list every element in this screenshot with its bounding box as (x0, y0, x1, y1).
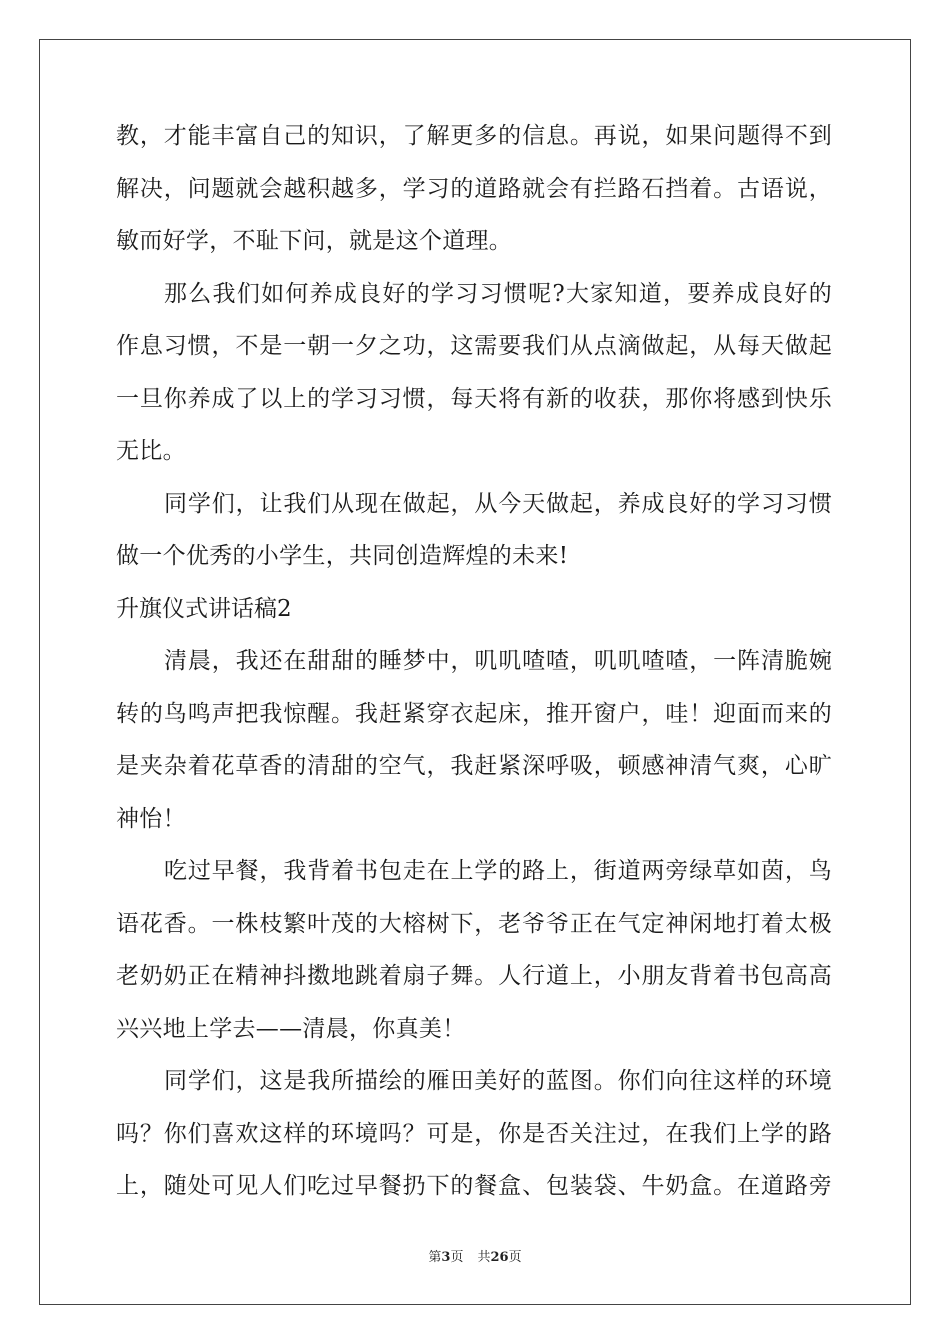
text-line: 那么我们如何养成良好的学习习惯呢?大家知道，要养成良好的 (164, 280, 832, 307)
text-line: 上，随处可见人们吃过早餐扔下的餐盒、包装袋、牛奶盒。在道路旁 (116, 1173, 832, 1199)
page-footer (0, 1250, 950, 1266)
text-line: 转的鸟鸣声把我惊醒。我赶紧穿衣起床，推开窗户，哇！迎面而来的 (116, 700, 832, 727)
text-line: 吗？你们喜欢这样的环境吗？可是，你是否关注过，在我们上学的路 (116, 1120, 832, 1147)
text-line: 清晨，我还在甜甜的睡梦中，叽叽喳喳，叽叽喳喳，一阵清脆婉 (164, 648, 832, 674)
text-line: 一旦你养成了以上的学习习惯，每天将有新的收获，那你将感到快乐 (116, 385, 832, 412)
total-suffix: 页 (508, 1250, 522, 1265)
text-line: 语花香。一株枝繁叶茂的大榕树下，老爷爷正在气定神闲地打着太极 (116, 910, 832, 937)
page-suffix: 页 (450, 1250, 464, 1265)
text-line: 无比。 (116, 438, 186, 464)
text-line: 做一个优秀的小学生，共同创造辉煌的未来! (116, 543, 569, 569)
text-line: 是夹杂着花草香的清甜的空气，我赶紧深呼吸，顿感神清气爽，心旷 (116, 753, 832, 779)
document-body (116, 124, 832, 1227)
text-line: 神怡！ (116, 805, 186, 832)
text-line: 同学们，让我们从现在做起，从今天做起，养成良好的学习习惯 (164, 490, 832, 517)
total-pages: 26 (490, 1250, 509, 1265)
page-number: 3 (441, 1250, 451, 1265)
text-line: 教，才能丰富自己的知识，了解更多的信息。再说，如果问题得不到 (116, 123, 832, 149)
text-line: 解决，问题就会越积越多，学习的道路就会有拦路石挡着。古语说， (116, 175, 832, 202)
text-line: 兴兴地上学去——清晨，你真美！ (116, 1015, 466, 1042)
text-line: 敏而好学，不耻下问，就是这个道理。 (116, 228, 513, 254)
text-line: 老奶奶正在精神抖擞地跳着扇子舞。人行道上，小朋友背着书包高高 (116, 963, 832, 989)
text-line: 吃过早餐，我背着书包走在上学的路上，街道两旁绿草如茵，鸟 (164, 858, 832, 884)
section-heading: 升旗仪式讲话稿2 (116, 595, 292, 622)
total-prefix: 共 (477, 1250, 491, 1265)
page-prefix: 第 (428, 1250, 442, 1265)
text-line: 作息习惯，不是一朝一夕之功，这需要我们从点滴做起，从每天做起 (116, 333, 832, 359)
text-line: 同学们，这是我所描绘的雁田美好的蓝图。你们向往这样的环境 (164, 1068, 832, 1094)
